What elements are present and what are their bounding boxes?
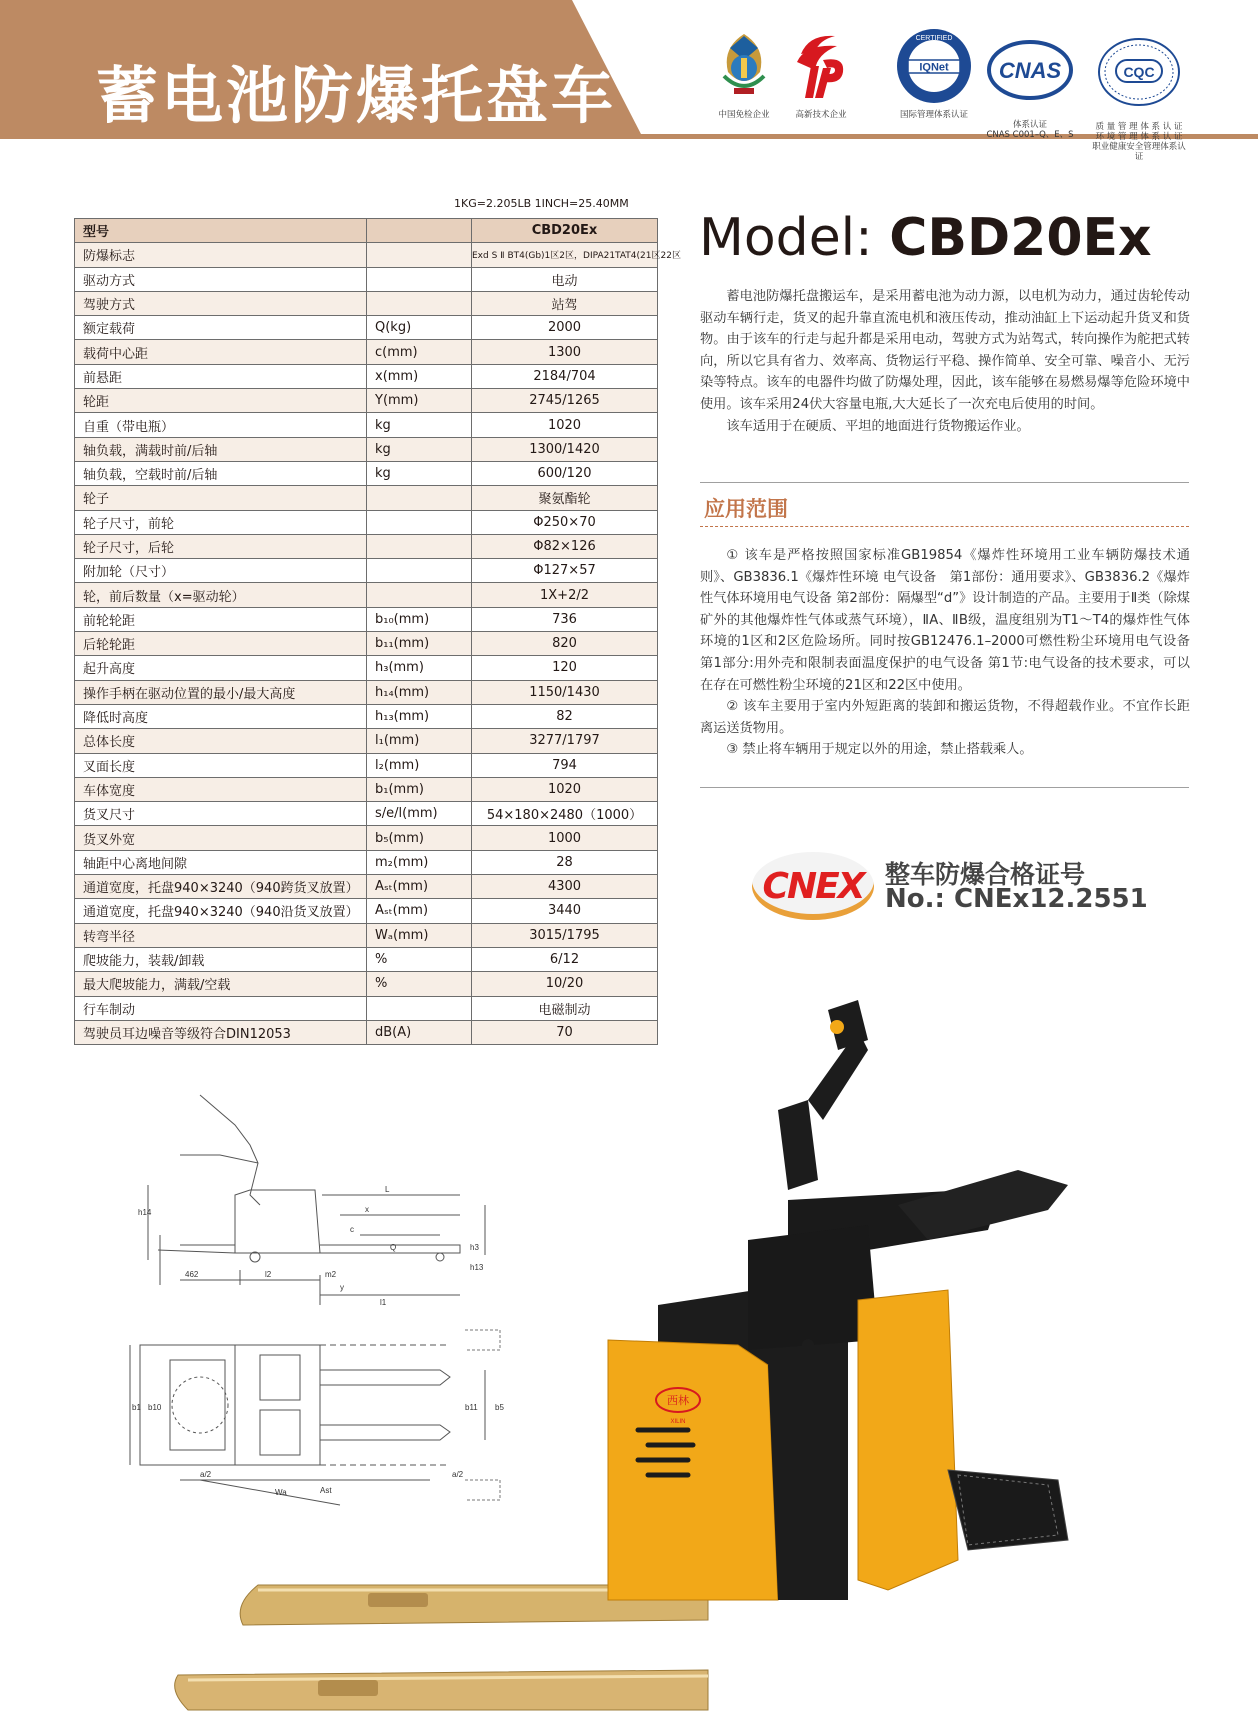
spec-name: 行车制动 [75,996,367,1020]
spec-unit: l₁(mm) [367,729,472,753]
spec-value: 3277/1797 [472,729,658,753]
spec-name: 自重（带电瓶） [75,413,367,437]
cnas-icon [986,36,1074,106]
spec-value: 3440 [472,899,658,923]
spec-value: 1300 [472,340,658,364]
spec-value: 2000 [472,316,658,340]
divider [700,482,1189,483]
spec-name: 驱动方式 [75,267,367,291]
spec-value: 82 [472,704,658,728]
dim-label: b11 [465,1403,478,1412]
spec-value: 3015/1795 [472,923,658,947]
spec-unit [367,291,472,315]
spec-name: 驾驶员耳边噪音等级符合DIN12053 [75,1020,367,1044]
dim-label: 462 [185,1270,199,1279]
cnas-logo-text: CNAS [998,58,1062,83]
spec-row [75,802,658,826]
spec-row [75,607,658,631]
spec-value: 聚氨酯轮 [472,486,658,510]
spec-value: 820 [472,632,658,656]
spec-row [75,899,658,923]
spec-unit [367,510,472,534]
truck-photo [168,1000,1178,1700]
spec-unit: b₁₁(mm) [367,632,472,656]
spec-name: 防爆标志 [75,243,367,267]
spec-value: 1150/1430 [472,680,658,704]
spec-value: CBD20Ex [472,219,658,243]
spec-unit: c(mm) [367,340,472,364]
application-item: ① 该车是严格按照国家标准GB19854《爆炸性环境用工业车辆防爆技术通则》、GB3836.1《爆炸性环境 电气设备 第1部份：通用要求》、GB3836.2《爆炸性气体环境用电气设备 第2部份：隔爆型“d”》设计制造的产品。主要用于Ⅱ类（除煤矿外的其他爆炸性气体或蒸气环境），ⅡA、ⅡB级，温度组别为T1～T4的爆炸性气体环境的1区和2区危险场所。同时按GB12476.1–2000可燃性粉尘环境用电气设备 第1部分:用外壳和限制表面温度保护的电气设备 第1节:电气设备的技术要求，可以在存在可燃性粉尘环境的21区和22区中使用。 [700,548,1190,693]
divider [700,787,1189,788]
spec-row [75,583,658,607]
spec-value: Φ82×126 [472,534,658,558]
spec-unit [367,267,472,291]
dim-label: b1 [132,1403,141,1412]
dim-label: a/2 [452,1470,464,1479]
spec-row [75,680,658,704]
spec-unit: h₃(mm) [367,656,472,680]
spec-value: 28 [472,850,658,874]
spec-name: 前悬距 [75,364,367,388]
dim-label: l2 [265,1270,272,1279]
spec-name: 轴负载，满载时前/后轴 [75,437,367,461]
spec-name: 轮距 [75,389,367,413]
description-paragraph: 该车适用于在硬质、平坦的地面进行货物搬运作业。 [726,418,1030,434]
spec-unit: b₁₀(mm) [367,607,472,631]
cert-label: 国际管理体系认证 [899,110,968,120]
iqnet-logo-text: IQNet [919,61,949,74]
spec-value: 6/12 [472,947,658,971]
svg-text:CERTIFIED: CERTIFIED [915,35,953,42]
dim-label: L [385,1185,390,1194]
cqc-logo-text: CQC [1123,64,1155,80]
spec-value: 2184/704 [472,364,658,388]
spec-row [75,656,658,680]
dim-label: Q [390,1243,397,1252]
dim-label: a/2 [200,1470,212,1479]
dim-label: b5 [495,1403,504,1412]
spec-row [75,316,658,340]
dim-label: h14 [138,1208,152,1217]
spec-unit: m₂(mm) [367,850,472,874]
exemption-emblem-icon [714,26,774,106]
spec-unit: kg [367,437,472,461]
cert-label: 高新技术企业 [795,110,847,120]
spec-value: 54×180×2480（1000） [472,802,658,826]
spec-value: 1X+2/2 [472,583,658,607]
spec-row [75,267,658,291]
spec-name: 货叉尺寸 [75,802,367,826]
spec-row [75,461,658,485]
spec-name: 起升高度 [75,656,367,680]
spec-name: 轮子尺寸，后轮 [75,534,367,558]
spec-unit: % [367,947,472,971]
spec-row [75,486,658,510]
spec-value: 1020 [472,413,658,437]
spec-unit: Aₛₜ(mm) [367,875,472,899]
spec-row [75,291,658,315]
model-name: CBD20Ex [889,208,1152,268]
iqnet-icon [894,26,974,106]
spec-name: 操作手柄在驱动位置的最小/最大高度 [75,680,367,704]
dim-label: h3 [470,1243,479,1252]
spec-unit [367,243,472,267]
spec-value: Φ250×70 [472,510,658,534]
spec-row [75,826,658,850]
dim-label: Wa [275,1488,287,1497]
high-tech-logo-icon [789,26,853,106]
spec-value: 736 [472,607,658,631]
spec-name: 轴距中心离地间隙 [75,850,367,874]
spec-unit: x(mm) [367,364,472,388]
spec-name: 叉面长度 [75,753,367,777]
spec-row [75,729,658,753]
spec-row [75,632,658,656]
spec-row [75,413,658,437]
spec-unit: dB(A) [367,1020,472,1044]
spec-row [75,243,658,267]
spec-value: Φ127×57 [472,559,658,583]
spec-name: 爬坡能力，装载/卸载 [75,947,367,971]
spec-row [75,219,658,243]
spec-value: 电动 [472,267,658,291]
spec-row [75,364,658,388]
dim-label: y [340,1283,344,1292]
spec-name: 驾驶方式 [75,291,367,315]
cert-iqnet [884,26,984,120]
spec-name: 轮子尺寸，前轮 [75,510,367,534]
spec-row [75,777,658,801]
spec-name: 载荷中心距 [75,340,367,364]
truck-brand-logo: 西林 [667,1394,689,1407]
spec-row [75,753,658,777]
spec-unit: Y(mm) [367,389,472,413]
certificate-label: 整车防爆合格证号 [885,860,1086,889]
spec-row [75,534,658,558]
product-description [700,286,1190,437]
dim-label: x [365,1205,369,1214]
cert-hightech [771,26,871,120]
spec-name: 前轮轮距 [75,607,367,631]
spec-row [75,510,658,534]
spec-value: 600/120 [472,461,658,485]
spec-unit: b₁(mm) [367,777,472,801]
cqc-icon [1096,36,1182,108]
spec-unit: Wₐ(mm) [367,923,472,947]
spec-name: 额定载荷 [75,316,367,340]
truck-brand-sub: XILIN [670,1419,686,1425]
spec-row [75,704,658,728]
spec-value: 794 [472,753,658,777]
model-title [699,208,1152,268]
dim-label: b10 [148,1403,162,1412]
page-title: 蓄电池防爆托盘车 [96,59,617,132]
spec-value: 10/20 [472,972,658,996]
header-banner [0,0,1258,162]
spec-unit: b₅(mm) [367,826,472,850]
cert-label: 质 量 管 理 体 系 认 证 环 境 管 理 体 系 认 证 职业健康安全管理体系认证 [1092,122,1186,162]
description-paragraph: 蓄电池防爆托盘搬运车，是采用蓄电池为动力源，以电机为动力，通过齿轮传动驱动车辆行走，货叉的起升靠直流电机和液压传动，推动油缸上下运动起升货叉和货物。由于该车的行走与起升都是采用电动，驾驶方式为站驾式，转向操作为舵把式转向，所以它具有省力、效率高、货物运行平稳、操作简单、安全可靠、噪音小、无污染等特点。该车的电器件均做了防爆处理，因此，该车能够在易燃易爆等危险环境中使用。该车采用24伏大容量电瓶,大大延长了一次充电后使用的时间。 [700,289,1190,412]
spec-unit [367,219,472,243]
spec-row [75,875,658,899]
spec-name: 降低时高度 [75,704,367,728]
application-scope [700,545,1190,761]
spec-unit: kg [367,413,472,437]
spec-value: Exd S Ⅱ BT4(Gb)1区2区，DIPA21TAT4(21区22区 [472,243,658,267]
divider [700,526,1189,527]
application-item: ③ 禁止将车辆用于规定以外的用途，禁止搭载乘人。 [726,742,1033,758]
spec-name: 通道宽度，托盘940×3240（940沿货叉放置） [75,899,367,923]
spec-name: 附加轮（尺寸） [75,559,367,583]
spec-name: 最大爬坡能力，满载/空载 [75,972,367,996]
spec-value: 1300/1420 [472,437,658,461]
dim-label: l1 [380,1298,387,1307]
certificate-number: No.: CNEx12.2551 [885,884,1148,914]
application-title: 应用范围 [704,497,788,521]
truck-body [608,1000,1068,1600]
spec-row [75,850,658,874]
unit-conversion-note: 1KG=2.205LB 1INCH=25.40MM [454,197,629,210]
spec-row [75,437,658,461]
spec-value: 120 [472,656,658,680]
spec-unit: Q(kg) [367,316,472,340]
cnex-logo [752,852,874,920]
spec-unit: h₁₄(mm) [367,680,472,704]
cert-cqc [1089,26,1189,172]
dim-label: h13 [470,1263,484,1272]
spec-name: 型号 [75,219,367,243]
spec-name: 转弯半径 [75,923,367,947]
spec-name: 通道宽度，托盘940×3240（940跨货叉放置） [75,875,367,899]
dim-label: Ast [320,1486,332,1495]
spec-unit: s/e/l(mm) [367,802,472,826]
spec-unit: l₂(mm) [367,753,472,777]
dim-label: m2 [325,1270,337,1279]
forks-illustration [175,1585,708,1710]
spec-row [75,559,658,583]
spec-row [75,389,658,413]
spec-unit [367,534,472,558]
spec-table-body [75,219,681,1045]
model-prefix: Model: [699,208,890,268]
spec-name: 轮，前后数量（x=驱动轮） [75,583,367,607]
spec-name: 后轮轮距 [75,632,367,656]
spec-value: 1000 [472,826,658,850]
spec-value: 2745/1265 [472,389,658,413]
dim-label: c [350,1225,354,1234]
spec-value: 1020 [472,777,658,801]
spec-table [74,218,681,1045]
spec-name: 货叉外宽 [75,826,367,850]
spec-row [75,923,658,947]
spec-unit [367,486,472,510]
spec-row [75,947,658,971]
spec-unit: Aₛₜ(mm) [367,899,472,923]
cnex-logo-text: CNEX [762,866,864,907]
spec-name: 轴负载，空载时前/后轴 [75,461,367,485]
spec-name: 轮子 [75,486,367,510]
spec-value: 70 [472,1020,658,1044]
spec-value: 电磁制动 [472,996,658,1020]
spec-unit: kg [367,461,472,485]
application-item: ② 该车主要用于室内外短距离的装卸和搬运货物，不得超载作业。不宜作长距离运送货物用。 [700,699,1190,736]
spec-row [75,340,658,364]
spec-value: 站驾 [472,291,658,315]
cert-cnas [980,26,1080,150]
spec-value: 4300 [472,875,658,899]
spec-row [75,972,658,996]
spec-unit [367,559,472,583]
cert-label: 体系认证 CNAS C001–Q、E、S [986,120,1074,140]
spec-unit: h₁₃(mm) [367,704,472,728]
spec-unit [367,583,472,607]
spec-name: 总体长度 [75,729,367,753]
cert-label: 中国免检企业 [718,110,770,120]
spec-unit: % [367,972,472,996]
spec-name: 车体宽度 [75,777,367,801]
